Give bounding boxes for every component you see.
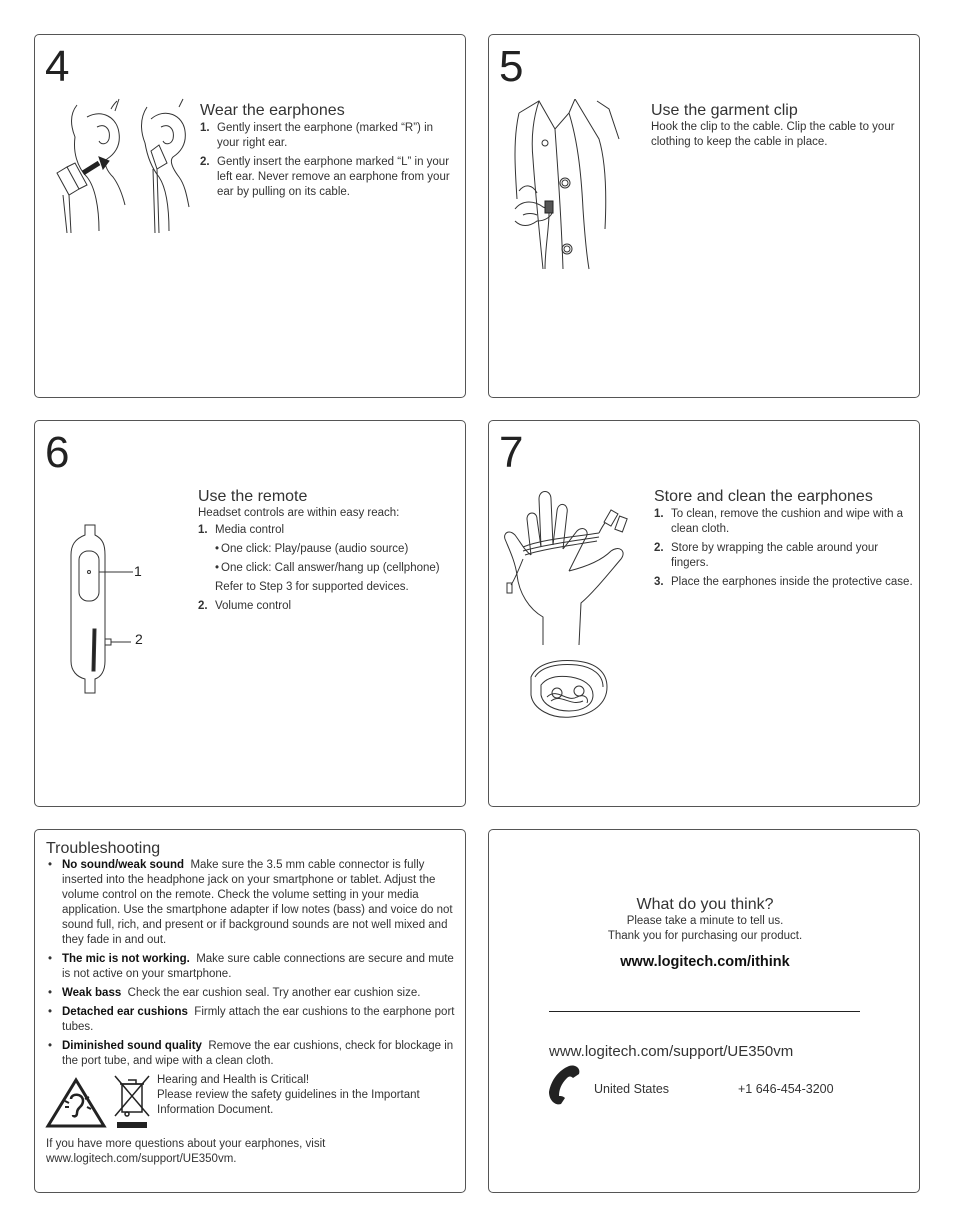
panel-troubleshooting xyxy=(34,829,466,1193)
list-item: 1. Gently insert the earphone (marked “R”) in your right ear. xyxy=(200,122,434,149)
bullet-item: • One click: Call answer/hang up (cellphone) xyxy=(198,561,458,576)
list-item: 1. To clean, remove the cushion and wipe with a clean cloth. xyxy=(654,508,904,535)
phone-handset-icon xyxy=(547,1064,583,1106)
step-number: 4 xyxy=(45,42,70,91)
list-item: 3. Place the earphones inside the protective case. xyxy=(654,576,913,588)
weee-bin-icon xyxy=(113,1074,151,1130)
hearing-warning-icon xyxy=(45,1077,107,1129)
step-intro: Headset controls are within easy reach: xyxy=(198,507,400,519)
feedback-line1: Please take a minute to tell us. xyxy=(626,915,784,927)
troubleshooting-footer: If you have more questions about your earphones, visit www.logitech.com/support/UE350vm. xyxy=(46,1138,326,1165)
warning-title: Hearing and Health is Critical! xyxy=(157,1074,310,1086)
bullet-item: • One click: Play/pause (audio source) xyxy=(198,542,458,557)
list-item: 1. Media control xyxy=(198,524,285,536)
callout-2: 2 xyxy=(135,631,143,647)
carrying-case-icon xyxy=(527,657,611,721)
panel-step-4 xyxy=(34,34,466,398)
refer-note: Refer to Step 3 for supported devices. xyxy=(215,581,409,593)
troubleshooting-title: Troubleshooting xyxy=(46,840,161,857)
feedback-title: What do you think? xyxy=(636,896,774,913)
callout-1: 1 xyxy=(134,563,142,579)
step-number: 7 xyxy=(499,428,524,477)
list-item: • The mic is not working. Make sure cable connections are secure and mute is not active on your smartphone. xyxy=(46,952,456,982)
step-title: Use the garment clip xyxy=(651,102,798,119)
panel-feedback xyxy=(488,829,920,1193)
step-number: 5 xyxy=(499,42,524,91)
list-item: • Diminished sound quality Remove the ear cushions, check for blockage in the port tube, and wipe with a clean cloth. xyxy=(46,1039,456,1069)
list-item: 2. Store by wrapping the cable around your fingers. xyxy=(654,542,879,569)
step-title: Wear the earphones xyxy=(200,102,345,119)
support-link[interactable]: www.logitech.com/support/UE350vm xyxy=(549,1043,794,1060)
list-item: 2. Gently insert the earphone marked “L” in your left ear. Never remove an earphone from your ear by pulling on its cable. xyxy=(200,156,450,198)
list-item: • No sound/weak sound Make sure the 3.5 mm cable connector is fully inserted into the headphone jack on your smartphone or tablet. Adjust the volume control on the remote. Check the volume setting in your media application. Use the smartphone adapter if low notes (bass) and voice do not sound full, rich, and present or if background sounds are not well mixed and they fade in and out. xyxy=(46,858,456,948)
list-item: • Detached ear cushions Firmly attach the ear cushions to the earphone port tubes. xyxy=(46,1005,456,1035)
list-item: 2. Volume control xyxy=(198,600,292,612)
step-title: Use the remote xyxy=(198,488,308,505)
shirt-clip-icon xyxy=(509,99,621,271)
hand-wrapping-icon xyxy=(503,489,633,645)
feedback-line2: Thank you for purchasing our product. xyxy=(607,930,803,942)
ear-insertion-icon xyxy=(47,97,197,233)
divider xyxy=(549,1011,860,1012)
phone-number: +1 646-454-3200 xyxy=(738,1082,834,1096)
warning-text: Please review the safety guidelines in the Important Information Document. xyxy=(157,1089,420,1116)
list-item: • Weak bass Check the ear cushion seal. Try another ear cushion size. xyxy=(46,986,456,1001)
step-body: Hook the clip to the cable. Clip the cable to your clothing to keep the cable in place. xyxy=(651,121,895,148)
panel-step-5 xyxy=(488,34,920,398)
step-title: Store and clean the earphones xyxy=(654,488,873,505)
country-label: United States xyxy=(594,1082,670,1096)
ithink-link[interactable]: www.logitech.com/ithink xyxy=(620,954,790,970)
step-number: 6 xyxy=(45,428,70,477)
panel-step-6 xyxy=(34,420,466,807)
panel-step-7 xyxy=(488,420,920,807)
remote-control-icon xyxy=(65,521,155,697)
